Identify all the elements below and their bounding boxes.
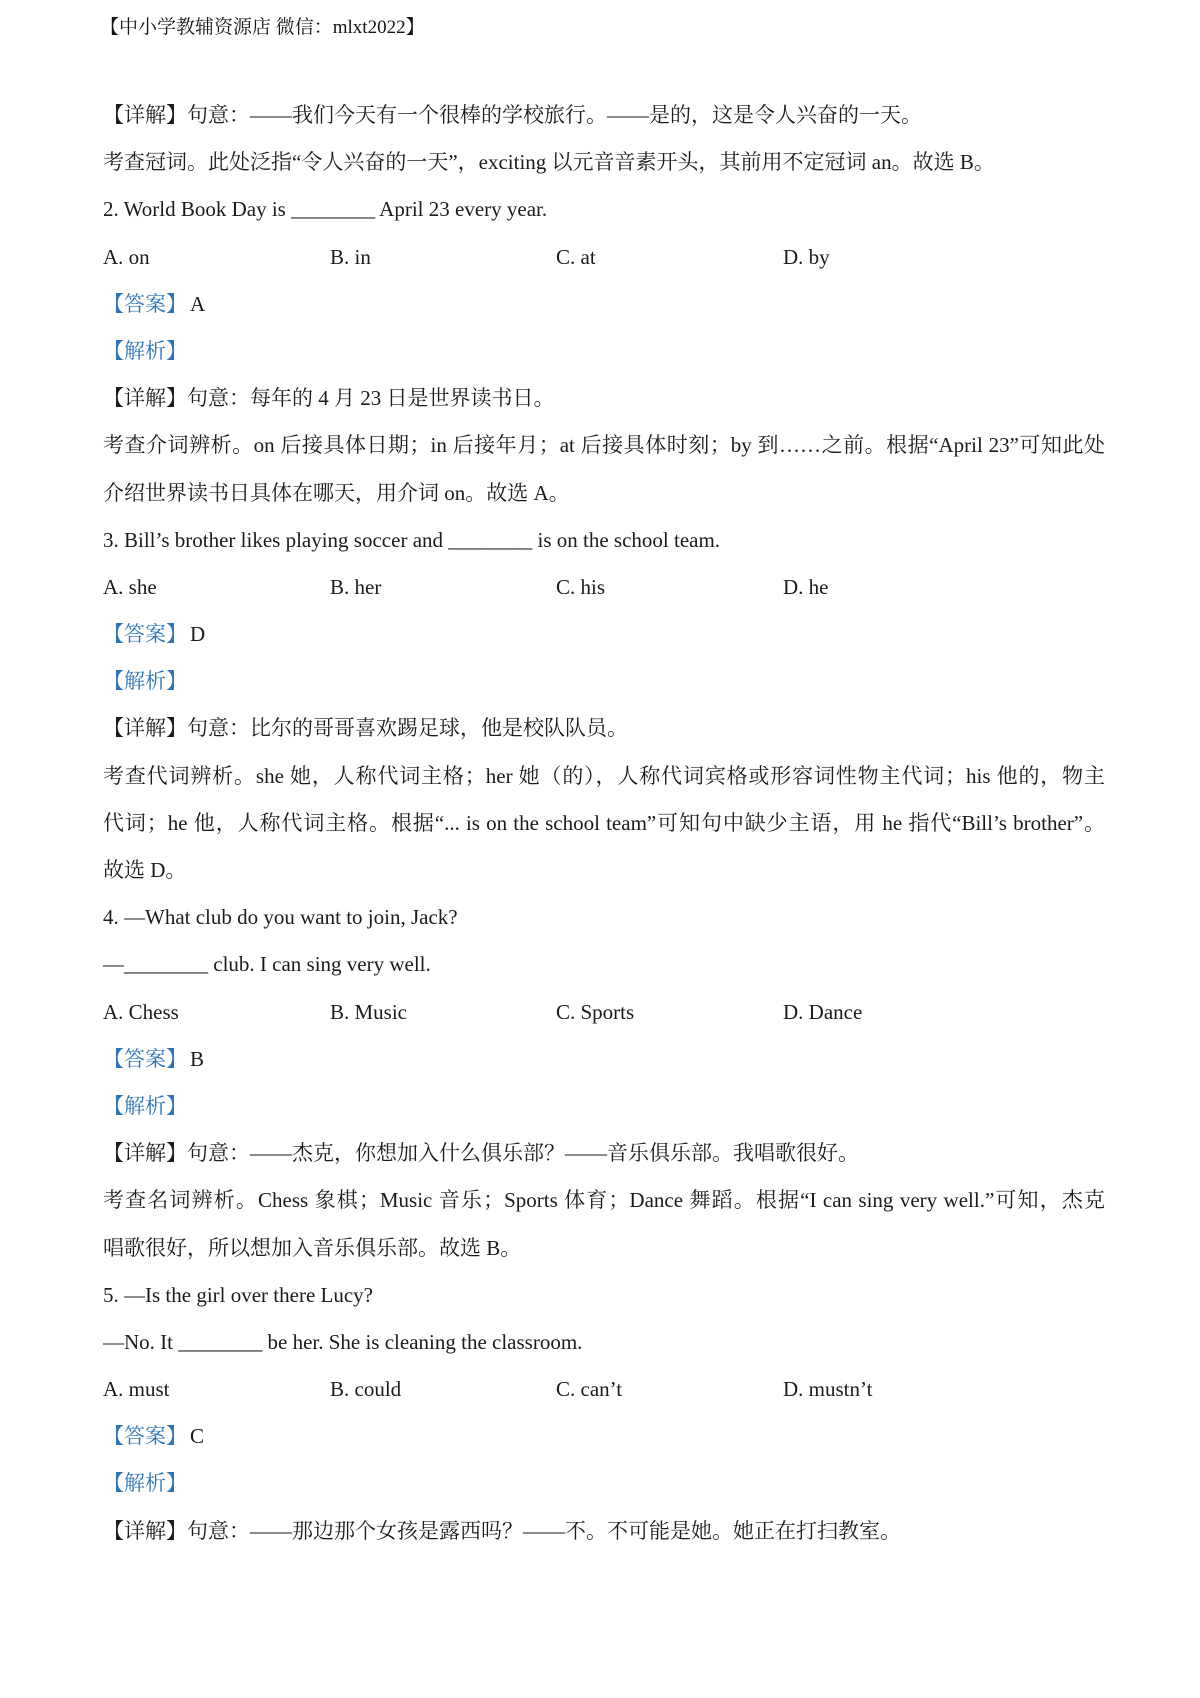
option-b: B. Music <box>330 999 408 1024</box>
analysis-line <box>103 1460 1105 1507</box>
answer-line <box>103 611 1105 658</box>
option-b: B. could <box>330 1377 402 1402</box>
question-2-options-row <box>103 234 1105 281</box>
question-3-options-row <box>103 564 1105 611</box>
option-c: C. Sports <box>556 999 635 1024</box>
option-b: B. her <box>330 574 382 599</box>
option-a: A. must <box>103 1377 170 1402</box>
answer-label: 【答案】 <box>103 622 187 647</box>
question-4-options-row <box>103 989 1105 1036</box>
analysis-line <box>103 1083 1105 1130</box>
explanation-line: 唱歌很好，所以想加入音乐俱乐部。故选 B。 <box>103 1235 522 1260</box>
answer-label: 【答案】 <box>103 291 187 316</box>
answer-line <box>103 1036 1105 1083</box>
explanation-line: 考查介词辨析。on 后接具体日期；in 后接年月；at 后接具体时刻；by 到……之前。根据“April 23”可知此处 <box>103 433 1105 458</box>
explanation-line: 考查代词辨析。she 她，人称代词主格；her 她（的），人称代词宾格或形容词性物主代词；his 他的，物主 <box>103 763 1105 788</box>
answer-value: A <box>190 291 206 316</box>
option-b: B. in <box>330 244 371 269</box>
option-c: C. his <box>556 574 606 599</box>
option-a: A. on <box>103 244 150 269</box>
analysis-label: 【解析】 <box>103 338 187 363</box>
explanation-line: 【详解】句意：——杰克，你想加入什么俱乐部？——音乐俱乐部。我唱歌很好。 <box>103 1141 859 1166</box>
explanation-line: 介绍世界读书日具体在哪天，用介词 on。故选 A。 <box>103 480 570 505</box>
explanation-line: 考查冠词。此处泛指“令人兴奋的一天”，exciting 以元音音素开头，其前用不定冠词 an。故选 B。 <box>103 150 995 175</box>
option-d: D. mustn’t <box>783 1377 873 1402</box>
question-4-stem: 4. —What club do you want to join, Jack? <box>103 905 458 930</box>
question-3-stem: 3. Bill’s brother likes playing soccer and ________ is on the school team. <box>103 527 721 552</box>
option-d: D. he <box>783 574 829 599</box>
analysis-label: 【解析】 <box>103 1471 187 1496</box>
explanation-line: 考查名词辨析。Chess 象棋；Music 音乐；Sports 体育；Dance 舞蹈。根据“I can sing very well.”可知，杰克 <box>103 1188 1105 1213</box>
question-5-reply: —No. It ________ be her. She is cleaning the classroom. <box>103 1329 583 1354</box>
document-body <box>103 92 1105 1555</box>
answer-label: 【答案】 <box>103 1046 187 1071</box>
question-5-options-row <box>103 1366 1105 1413</box>
explanation-line: 故选 D。 <box>103 858 187 882</box>
answer-value: B <box>190 1046 205 1071</box>
question-4-reply: —________ club. I can sing very well. <box>103 952 431 977</box>
question-2-stem: 2. World Book Day is ________ April 23 every year. <box>103 197 548 222</box>
option-d: D. Dance <box>783 999 863 1024</box>
option-a: A. she <box>103 574 157 599</box>
option-c: C. can’t <box>556 1377 623 1402</box>
explanation-line: 【详解】句意：——我们今天有一个很棒的学校旅行。——是的，这是令人兴奋的一天。 <box>103 103 922 127</box>
answer-line <box>103 281 1105 328</box>
option-a: A. Chess <box>103 999 179 1024</box>
watermark-header: 【中小学教辅资源店 微信：mlxt2022】 <box>100 17 425 38</box>
explanation-line: 代词；he 他，人称代词主格。根据“... is on the school team”可知句中缺少主语，用 he 指代“Bill’s brother”。 <box>103 810 1105 835</box>
analysis-label: 【解析】 <box>103 1093 187 1118</box>
explanation-line: 【详解】句意：——那边那个女孩是露西吗？——不。不可能是她。她正在打扫教室。 <box>103 1518 901 1543</box>
option-c: C. at <box>556 244 596 269</box>
answer-line <box>103 1413 1105 1460</box>
analysis-line <box>103 328 1105 375</box>
explanation-line: 【详解】句意：每年的 4 月 23 日是世界读书日。 <box>103 386 555 411</box>
explanation-line: 【详解】句意：比尔的哥哥喜欢踢足球，他是校队队员。 <box>103 716 628 741</box>
answer-label: 【答案】 <box>103 1424 187 1449</box>
analysis-label: 【解析】 <box>103 669 187 694</box>
answer-value: C <box>190 1424 205 1449</box>
answer-value: D <box>190 622 206 647</box>
option-d: D. by <box>783 244 830 269</box>
question-5-stem: 5. —Is the girl over there Lucy? <box>103 1282 373 1307</box>
analysis-line <box>103 658 1105 705</box>
